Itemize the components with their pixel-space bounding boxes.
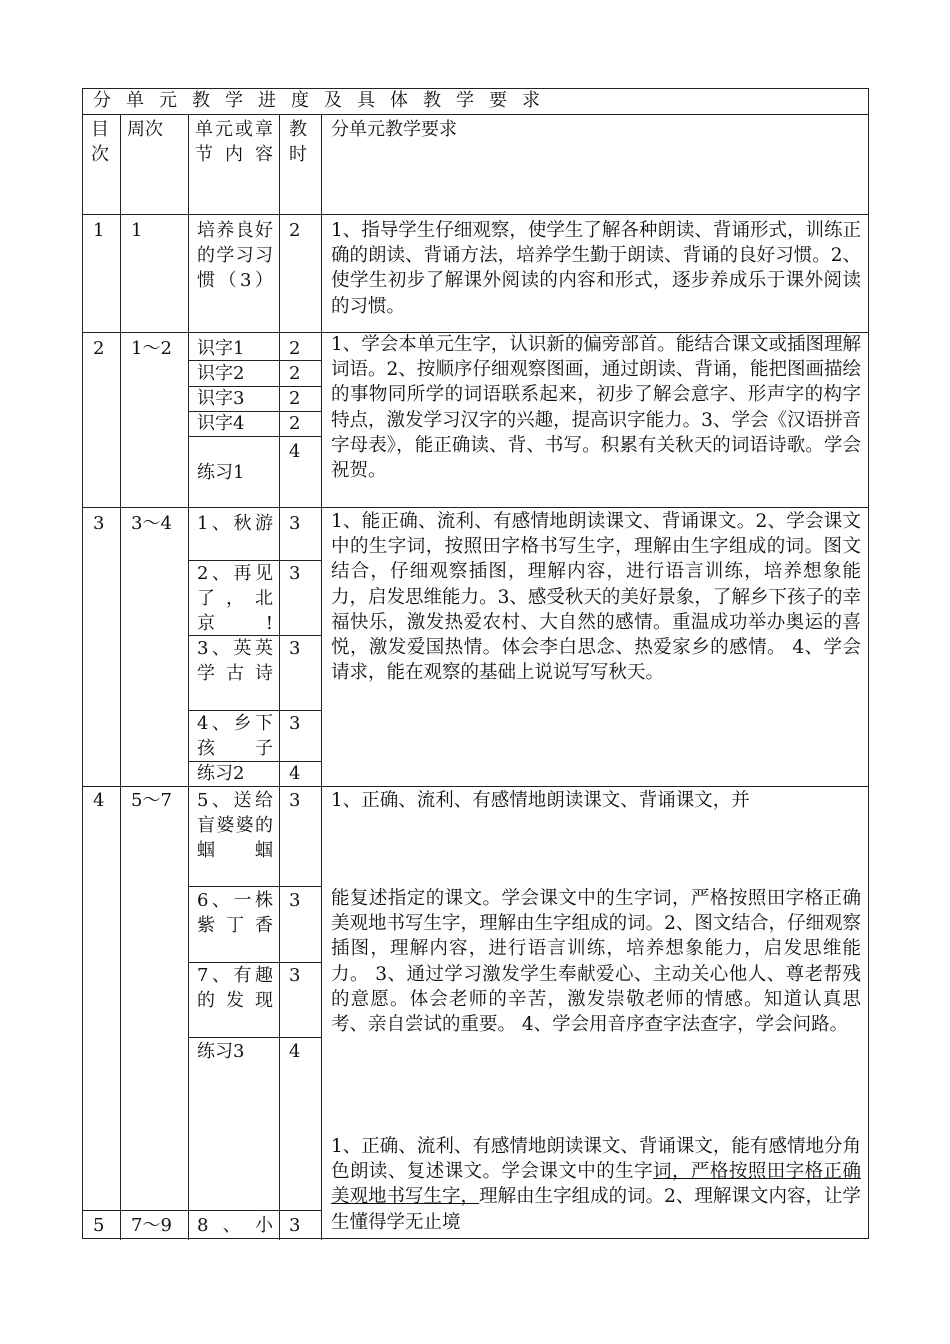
header-requirement: 分单元教学要求 [331, 119, 457, 140]
unit-requirement: 能复述指定的课文。学会课文中的生字词，严格按照田字格正确美观地书写生字，理解由生字组成的词。2、图文结合，仔细观察插图，理解内容，进行语言训练，培养想象能力，启发思维能力。 3、通过学习激发学生奉献爱心、主动关心他人、尊老帮残的意愿。体会老师的辛苦，激发崇敬老师的情感。知道认真思考、亲自尝试的重要。 4、学会用音序查字法查字，学会问路。 [331, 888, 861, 1036]
unit-name: 练习2 [197, 763, 245, 784]
rule-row2 [83, 507, 868, 508]
col-rule-2 [188, 114, 189, 1240]
teaching-plan-table [82, 88, 869, 1239]
unit-name: 识字3 [197, 388, 245, 409]
unit-name: 3、英英学古诗 [197, 638, 273, 684]
unit-name: 6、一株紫丁香 [197, 890, 273, 936]
unit-hours: 3 [289, 790, 301, 811]
row-index: 3 [93, 513, 105, 534]
unit-hours: 3 [289, 965, 301, 986]
row-week: 1～2 [131, 338, 172, 359]
unit-requirement: 1、学会本单元生字，认识新的偏旁部首。能结合课文或插图理解词语。2、按顺序仔细观察图画，通过朗读、背诵，能把图画描绘的事物同所学的词语联系起来，初步了解会意字、形声字的构字特点，激发学习汉字的兴趣，提高识字能力。3、学会《汉语拼音字母表》，能正确读、背、书写。积累有关秋天的词语诗歌。学会祝贺。 [331, 334, 861, 482]
unit-name: 识字2 [197, 363, 245, 384]
unit-hours: 4 [289, 763, 301, 784]
sub-rule [188, 1037, 321, 1038]
unit-name: 1、秋游 [197, 513, 273, 534]
unit-name: 练习1 [197, 462, 245, 483]
unit-name: 培养良好的学习习惯（3） [197, 220, 273, 291]
col-rule-4 [321, 114, 322, 1240]
row-index: 5 [93, 1215, 105, 1236]
rule-row4 [83, 1210, 321, 1211]
row-index: 1 [93, 220, 105, 241]
rule-row3 [83, 786, 868, 787]
unit-hours: 3 [289, 513, 301, 534]
unit-hours: 4 [289, 441, 301, 462]
header-unit: 单元或章节内容 [195, 119, 273, 165]
unit-name: 识字4 [197, 413, 245, 434]
unit-name: 识字1 [197, 338, 245, 359]
unit-hours: 3 [289, 1215, 301, 1236]
row-week: 5～7 [131, 790, 172, 811]
requirement-text: 理解由生字组成的词。2、理解课文内容，让学生懂得学无止境 [331, 1186, 861, 1233]
rule-title [83, 114, 868, 115]
row-week: 3～4 [131, 513, 172, 534]
unit-hours: 2 [289, 338, 301, 359]
unit-name: 2、再见了，北京! [197, 563, 273, 634]
unit-hours: 2 [289, 363, 301, 384]
unit-name: 练习3 [197, 1041, 245, 1062]
unit-hours: 3 [289, 638, 301, 659]
unit-hours: 2 [289, 388, 301, 409]
unit-requirement-first-line: 1、正确、流利、有感情地朗读课文、背诵课文，并 [331, 790, 750, 811]
unit-requirement: 1、能正确、流利、有感情地朗读课文、背诵课文。2、学会课文中的生字词，按照田字格书写生字，理解由生字组成的词。图文结合，仔细观察插图，理解内容，进行语言训练，培养想象能力，启发思维能力。3、感受秋天的美好景象，了解乡下孩子的幸福快乐，激发热爱农村、大自然的感情。重温成功举办奥运的喜悦，激发爱国热情。体会李白思念、热爱家乡的感情。 4、学会请求，能在观察的基础上说说写写秋天。 [331, 511, 861, 684]
requirement-text-underlined: 词，严格按照田字格正确美观地书写生字， [331, 1161, 861, 1208]
row-week: 1 [131, 220, 143, 241]
requirement-text: 1、正确、流利、有感情地朗读课文、背诵课文，能有感情地分角色朗读、复述课文。学会课文中的生字 [331, 1136, 861, 1183]
unit-hours: 2 [289, 220, 301, 241]
unit-name: 4、乡下孩子 [197, 713, 273, 759]
header-index: 目次 [91, 119, 109, 165]
table-title: 分单元教学进度及具体教学要求 [93, 90, 555, 111]
unit-name: 7、有趣的发现 [197, 965, 273, 1011]
unit-hours: 3 [289, 713, 301, 734]
sub-rule [188, 436, 321, 437]
unit-hours: 3 [289, 890, 301, 911]
rule-header [83, 214, 868, 215]
unit-requirement: 1、指导学生仔细观察，使学生了解各种朗读、背诵形式，训练正确的朗读、背诵方法，培养学生勤于朗读、背诵的良好习惯。2、使学生初步了解课外阅读的内容和形式，逐步养成乐于课外阅读的习惯。 [331, 220, 861, 317]
header-week: 周次 [127, 119, 163, 140]
col-rule-3 [279, 114, 280, 1240]
row-week: 7～9 [131, 1215, 172, 1236]
row-index: 4 [93, 790, 105, 811]
unit-hours: 4 [289, 1041, 301, 1062]
unit-name: 8、小 [197, 1215, 273, 1236]
col-rule-1 [120, 114, 121, 1240]
unit-hours: 2 [289, 413, 301, 434]
unit-hours: 3 [289, 563, 301, 584]
header-hours: 教时 [289, 119, 307, 165]
row-index: 2 [93, 338, 105, 359]
next-unit-requirement [331, 1134, 861, 1235]
sub-rule [188, 886, 321, 887]
unit-name: 5、送给盲婆婆的蝈蝈 [197, 790, 273, 861]
